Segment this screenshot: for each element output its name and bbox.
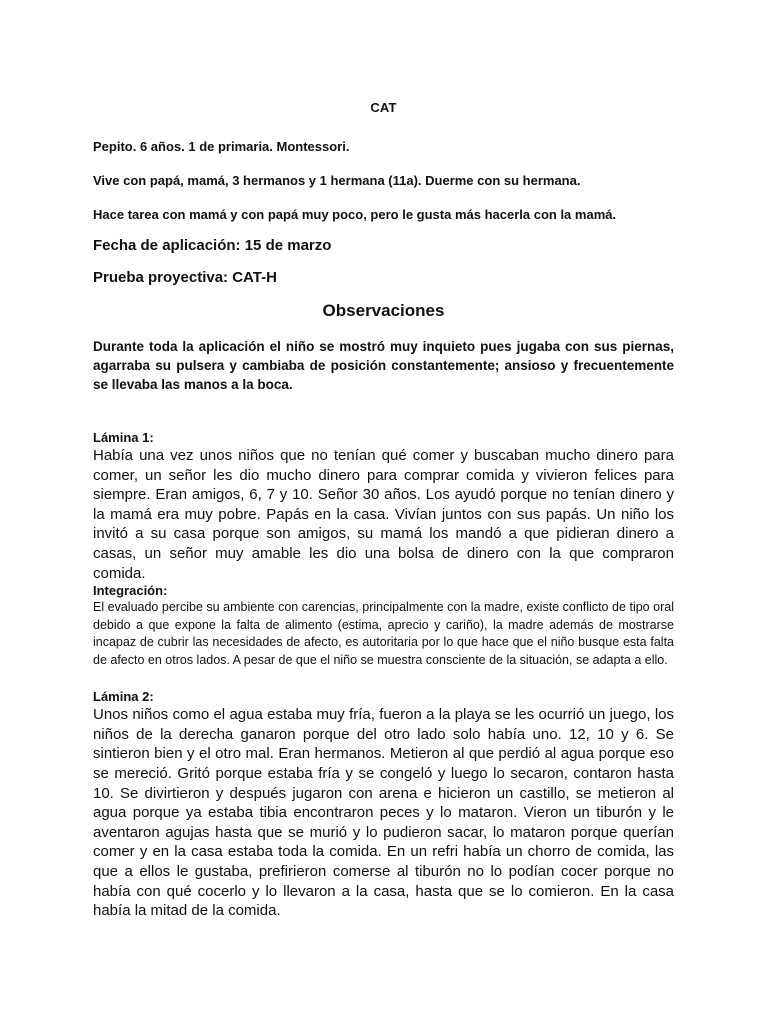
subject-info: Pepito. 6 años. 1 de primaria. Montessori.	[93, 139, 350, 154]
household-info: Vive con papá, mamá, 3 hermanos y 1 hermana (11a). Duerme con su hermana.	[93, 173, 581, 188]
lamina-title: Lámina 1:	[93, 430, 154, 445]
integration-title: Integración:	[93, 583, 168, 599]
integration-text: El evaluado percibe su ambiente con carencias, principalmente con la madre, existe conflicto de tipo oral debido a que expone la falta de alimento (estima, aprecio y cariño), la madre además de mostrarse incapaz de cubrir las necesidades de afecto, es autoritaria por lo que hace que el niño busque esta falta de afecto en otros lados. A pesar de que el niño se muestra consciente de la situación, se adapta a ello.	[93, 600, 674, 667]
lamina-story: Unos niños como el agua estaba muy fría, fueron a la playa se les ocurrió un juego, los niños de la derecha ganaron porque del otro lado solo había uno. 12, 10 y 6. Se sintieron bien y el otro mal. Eran hermanos. Metieron al que perdió al agua porque eso se mereció. Gritó porque estaba fría y se congeló y luego lo secaron, contaron hasta 10. Se divirtieron y después jugaron con arena e hicieron un castillo, se metieron al agua porque ya estaba tibia encontraron peces y lo mataron. Vieron un tiburón y le aventaron agujas hasta que se murió y lo pudieron sacar, lo mataron porque querían comer y en la casa estaba toda la comida. En un refri había un chorro de comida, las que a ellos le gustaba, prefirieron comerse al tiburón no lo podían cocer porque no había con qué cocerlo y lo llevaron a la casa, hasta que se lo comieron. En la casa había la mitad de la comida.	[93, 706, 674, 920]
lamina-section-2	[93, 689, 674, 921]
lamina-story: Había una vez unos niños que no tenían qué comer y buscaban mucho dinero para comer, un señor les dio mucho dinero para comprar comida y vivieron felices para siempre. Eran amigos, 6, 7 y 10. Señor 30 años. Los ayudó porque no tenían dinero y la mamá era muy pobre. Papás en la casa. Vivían juntos con sus papás. Un niño los invitó a su casa porque son amigos, su mamá los mandó a que pidieran dinero a casas, un señor muy amable les dio una bolsa de dinero con la que compraron comida.	[93, 447, 674, 582]
test-name: Prueba proyectiva: CAT-H	[93, 269, 277, 286]
lamina-title: Lámina 2:	[93, 689, 154, 705]
application-date: Fecha de aplicación: 15 de marzo	[93, 237, 332, 254]
document-title: CAT	[370, 100, 397, 115]
lamina-section-1	[93, 430, 674, 669]
observations-text: Durante toda la aplicación el niño se mostró muy inquieto pues jugaba con sus piernas, agarraba su pulsera y cambiaba de posición constantemente; ansioso y frecuentemente se llevaba las manos a la boca.	[93, 339, 674, 392]
homework-info: Hace tarea con mamá y con papá muy poco, pero le gusta más hacerla con la mamá.	[93, 207, 617, 222]
observations-heading: Observaciones	[322, 301, 445, 320]
document-content	[93, 100, 674, 921]
